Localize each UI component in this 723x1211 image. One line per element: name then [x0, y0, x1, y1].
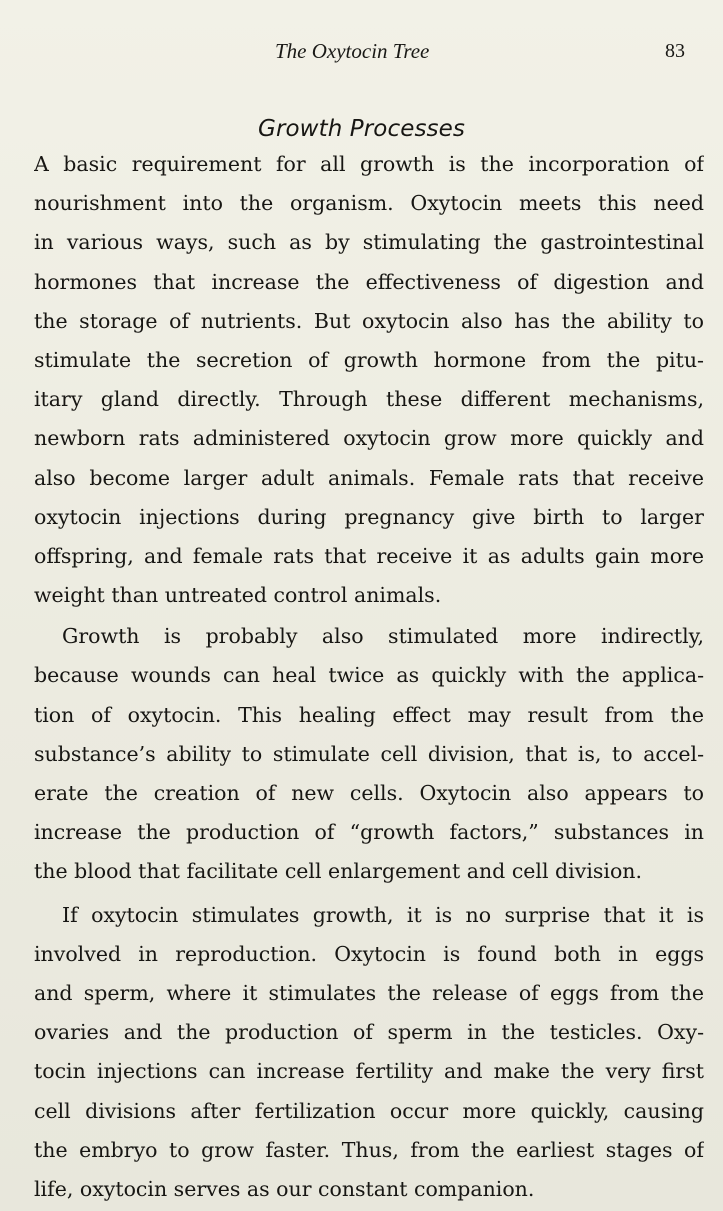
text-line: ovaries and the production of sperm in the testicles. Oxy-	[34, 1020, 704, 1045]
text-line: hormones that increase the effectiveness of digestion and	[34, 269, 704, 294]
text-line: the blood that facilitate cell enlargement and cell division.	[34, 859, 643, 884]
text-line: offspring, and female rats that receive it as adults gain more	[34, 543, 704, 568]
text-line: oxytocin injections during pregnancy give birth to larger	[34, 504, 704, 529]
text-line: A basic requirement for all growth is the incorporation of	[34, 152, 704, 176]
text-line: the embryo to grow faster. Thus, from the earliest stages of	[34, 1137, 704, 1162]
text-line: newborn rats administered oxytocin grow more quickly and	[34, 426, 704, 451]
section-heading: Growth Processes	[258, 116, 465, 143]
running-title: The Oxytocin Tree	[275, 39, 430, 63]
text-line: the storage of nutrients. But oxytocin also has the ability to	[34, 308, 704, 333]
text-line: and sperm, where it stimulates the release of eggs from the	[34, 980, 704, 1005]
text-line: If oxytocin stimulates growth, it is no surprise that it is	[62, 902, 704, 927]
text-line: substance’s ability to stimulate cell division, that is, to accel-	[34, 741, 704, 766]
text-line: weight than untreated control animals.	[34, 583, 442, 608]
text-line: tion of oxytocin. This healing effect may result from the	[34, 702, 704, 727]
paragraph-2	[34, 617, 704, 891]
text-line: Growth is probably also stimulated more indirectly,	[62, 624, 704, 649]
text-line: life, oxytocin serves as our constant companion.	[34, 1176, 535, 1201]
page-number: 83	[665, 40, 685, 62]
text-line: itary gland directly. Through these different mechanisms,	[34, 387, 704, 412]
text-line: also become larger adult animals. Female rats that receive	[34, 465, 704, 490]
text-line: increase the production of “growth factors,” substances in	[34, 820, 704, 845]
body-text	[34, 145, 704, 1209]
paragraph-3	[34, 896, 704, 1210]
text-line: because wounds can heal twice as quickly with the applica-	[34, 663, 704, 688]
text-line: erate the creation of new cells. Oxytocin also appears to	[34, 781, 704, 805]
text-line: in various ways, such as by stimulating the gastrointestinal	[34, 230, 704, 255]
text-line: involved in reproduction. Oxytocin is found both in eggs	[34, 941, 704, 966]
text-line: cell divisions after fertilization occur more quickly, causing	[34, 1098, 704, 1123]
paragraph-1	[34, 145, 704, 615]
page-header	[0, 37, 723, 65]
text-line: nourishment into the organism. Oxytocin meets this need	[34, 191, 704, 216]
text-line: stimulate the secretion of growth hormone from the pitu-	[34, 347, 704, 372]
text-line: tocin injections can increase fertility and make the very first	[34, 1059, 704, 1084]
